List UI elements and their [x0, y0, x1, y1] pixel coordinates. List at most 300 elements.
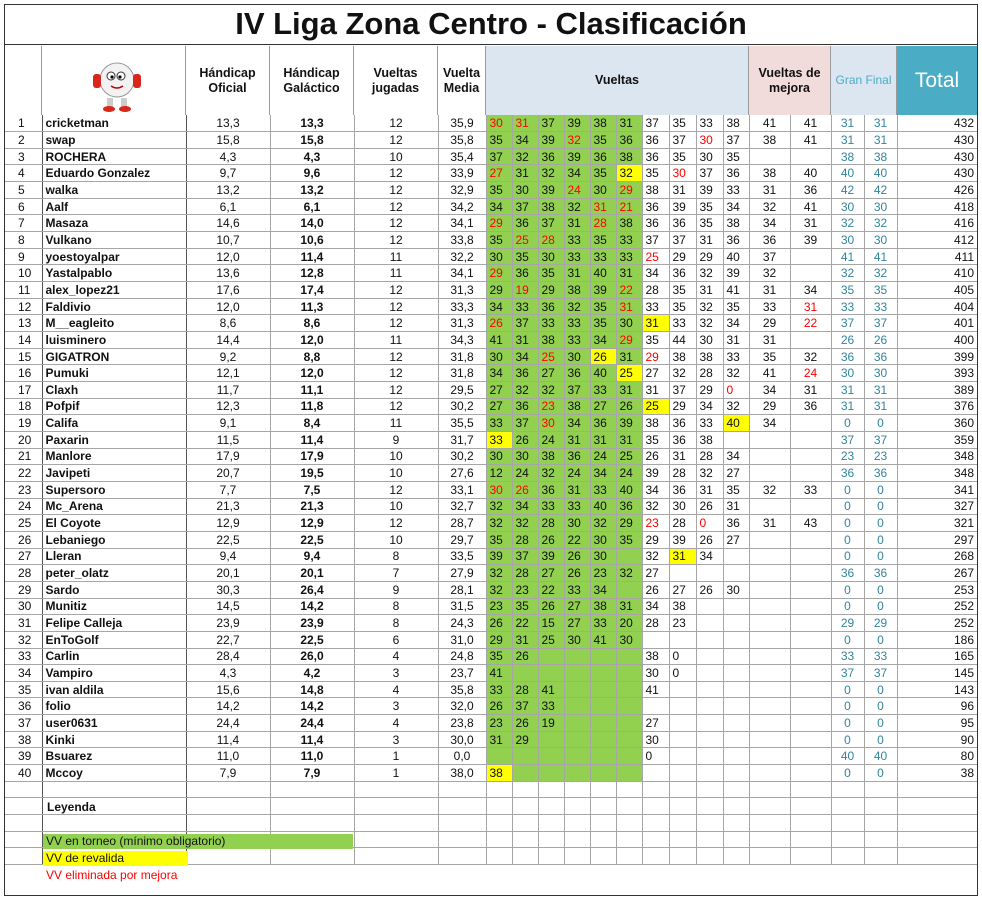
mejora-score-cell — [790, 615, 831, 632]
round-score-cell: 35 — [669, 148, 696, 165]
round-score-cell — [590, 665, 616, 682]
vuelta-media-cell: 33,8 — [438, 232, 486, 249]
table-row — [5, 465, 977, 482]
round-score-cell: 31 — [486, 731, 512, 748]
round-score-cell — [590, 765, 616, 782]
round-score-cell: 29 — [616, 182, 642, 199]
total-cell: 432 — [897, 115, 977, 132]
round-score-cell — [696, 681, 723, 698]
empty-cell — [512, 831, 538, 848]
empty-cell — [538, 798, 564, 815]
vuelta-media-cell: 32,2 — [438, 248, 486, 265]
round-score-cell: 32 — [642, 498, 669, 515]
mejora-score-cell — [790, 415, 831, 432]
round-score-cell: 31 — [616, 598, 642, 615]
empty-cell — [616, 848, 642, 865]
hcp-galactico-cell: 11,4 — [270, 431, 354, 448]
mejora-score-cell: 33 — [790, 481, 831, 498]
empty-cell — [538, 848, 564, 865]
round-score-cell — [590, 731, 616, 748]
round-score-cell: 31 — [616, 298, 642, 315]
gran-final-cell: 0 — [831, 498, 864, 515]
table-row — [5, 132, 977, 149]
empty-cell — [354, 798, 438, 815]
vueltas-jugadas-cell: 4 — [354, 681, 438, 698]
total-cell: 267 — [897, 565, 977, 582]
empty-cell — [749, 798, 790, 815]
round-score-cell: 40 — [590, 265, 616, 282]
round-score-cell: 29 — [642, 531, 669, 548]
rank-cell: 34 — [5, 665, 42, 682]
round-score-cell: 35 — [669, 115, 696, 132]
round-score-cell: 34 — [642, 481, 669, 498]
empty-row — [5, 798, 977, 815]
round-score-cell: 25 — [512, 232, 538, 249]
empty-cell — [642, 798, 669, 815]
round-score-cell: 24 — [564, 182, 590, 199]
empty-cell — [564, 798, 590, 815]
round-score-cell: 27 — [564, 598, 590, 615]
round-score-cell: 28 — [642, 282, 669, 299]
round-score-cell: 30 — [564, 515, 590, 532]
empty-cell — [723, 831, 749, 848]
mejora-score-cell — [749, 148, 790, 165]
round-score-cell: 37 — [669, 232, 696, 249]
gran-final-cell: 36 — [831, 348, 864, 365]
mejora-score-cell: 35 — [749, 348, 790, 365]
round-score-cell: 32 — [616, 165, 642, 182]
round-score-cell: 34 — [564, 165, 590, 182]
mejora-score-cell: 34 — [790, 282, 831, 299]
total-cell: 376 — [897, 398, 977, 415]
hcp-galactico-cell: 17,4 — [270, 282, 354, 299]
empty-row — [5, 815, 977, 832]
rank-cell: 3 — [5, 148, 42, 165]
vueltas-jugadas-cell: 12 — [354, 198, 438, 215]
total-cell: 143 — [897, 681, 977, 698]
rank-cell: 18 — [5, 398, 42, 415]
vueltas-jugadas-cell: 3 — [354, 665, 438, 682]
round-score-cell — [696, 598, 723, 615]
hcp-oficial-cell: 9,1 — [186, 415, 270, 432]
mejora-score-cell: 31 — [790, 298, 831, 315]
gran-final-cell: 0 — [864, 415, 897, 432]
round-score-cell — [723, 565, 749, 582]
round-score-cell: 29 — [538, 282, 564, 299]
total-cell: 393 — [897, 365, 977, 382]
empty-cell — [897, 831, 977, 848]
round-score-cell: 34 — [486, 198, 512, 215]
rank-cell: 36 — [5, 698, 42, 715]
gran-final-cell: 30 — [864, 365, 897, 382]
round-score-cell — [696, 731, 723, 748]
round-score-cell: 35 — [512, 248, 538, 265]
round-score-cell: 31 — [669, 448, 696, 465]
total-cell: 430 — [897, 165, 977, 182]
player-name-cell: Manlore — [42, 448, 186, 465]
round-score-cell: 40 — [616, 481, 642, 498]
gran-final-cell: 41 — [831, 248, 864, 265]
mejora-score-cell: 36 — [790, 398, 831, 415]
round-score-cell: 36 — [669, 215, 696, 232]
round-score-cell — [616, 748, 642, 765]
mejora-score-cell — [790, 631, 831, 648]
round-score-cell: 0 — [669, 665, 696, 682]
round-score-cell: 38 — [616, 215, 642, 232]
player-name-cell: Aalf — [42, 198, 186, 215]
total-cell: 359 — [897, 431, 977, 448]
round-score-cell: 28 — [642, 615, 669, 632]
round-score-cell: 31 — [696, 481, 723, 498]
table-row — [5, 515, 977, 532]
gran-final-cell: 32 — [831, 215, 864, 232]
vueltas-jugadas-cell: 12 — [354, 382, 438, 399]
gran-final-cell: 0 — [864, 631, 897, 648]
gran-final-cell: 40 — [864, 748, 897, 765]
hcp-oficial-cell: 15,6 — [186, 681, 270, 698]
round-score-cell: 38 — [564, 282, 590, 299]
empty-cell — [564, 848, 590, 865]
hcp-galactico-cell: 4,3 — [270, 148, 354, 165]
gran-final-cell: 33 — [831, 298, 864, 315]
total-cell: 96 — [897, 698, 977, 715]
gran-final-cell: 31 — [864, 132, 897, 149]
round-score-cell — [642, 698, 669, 715]
round-score-cell: 39 — [616, 415, 642, 432]
hcp-oficial-cell: 12,0 — [186, 248, 270, 265]
mejora-score-cell — [790, 248, 831, 265]
rank-cell: 27 — [5, 548, 42, 565]
round-score-cell: 30 — [486, 115, 512, 132]
player-name-cell: Bsuarez — [42, 748, 186, 765]
round-score-cell: 33 — [538, 315, 564, 332]
vuelta-media-cell: 29,7 — [438, 531, 486, 548]
round-score-cell: 26 — [696, 531, 723, 548]
total-cell: 405 — [897, 282, 977, 299]
mejora-score-cell: 31 — [749, 332, 790, 349]
round-score-cell: 41 — [486, 665, 512, 682]
rank-cell: 22 — [5, 465, 42, 482]
mejora-score-cell — [790, 332, 831, 349]
vueltas-jugadas-cell: 10 — [354, 448, 438, 465]
vuelta-media-cell: 32,9 — [438, 182, 486, 199]
player-name-cell: Lleran — [42, 548, 186, 565]
total-cell: 327 — [897, 498, 977, 515]
hcp-galactico-cell: 9,4 — [270, 548, 354, 565]
vueltas-jugadas-cell: 12 — [354, 165, 438, 182]
round-score-cell: 26 — [642, 581, 669, 598]
table-header — [5, 46, 977, 115]
round-score-cell: 27 — [669, 581, 696, 598]
gran-final-cell: 32 — [831, 265, 864, 282]
gran-final-cell: 32 — [864, 215, 897, 232]
vueltas-jugadas-cell: 12 — [354, 232, 438, 249]
empty-cell — [538, 815, 564, 832]
gran-final-cell: 0 — [864, 598, 897, 615]
gran-final-cell: 0 — [864, 515, 897, 532]
vuelta-media-cell: 27,9 — [438, 565, 486, 582]
round-score-cell — [723, 748, 749, 765]
hcp-galactico-cell: 11,0 — [270, 748, 354, 765]
hcp-oficial-cell: 23,9 — [186, 615, 270, 632]
round-score-cell — [538, 731, 564, 748]
rank-cell: 6 — [5, 198, 42, 215]
total-cell: 360 — [897, 415, 977, 432]
rank-cell: 9 — [5, 248, 42, 265]
vueltas-jugadas-cell: 1 — [354, 765, 438, 782]
round-score-cell: 32 — [696, 465, 723, 482]
player-name-cell: swap — [42, 132, 186, 149]
vueltas-jugadas-cell: 9 — [354, 431, 438, 448]
round-score-cell: 30 — [616, 631, 642, 648]
vueltas-jugadas-cell: 12 — [354, 182, 438, 199]
empty-cell — [186, 781, 270, 798]
empty-cell — [270, 798, 354, 815]
gran-final-cell: 0 — [831, 531, 864, 548]
player-name-cell: Carlin — [42, 648, 186, 665]
mejora-score-cell — [749, 631, 790, 648]
round-score-cell: 31 — [564, 481, 590, 498]
round-score-cell: 30 — [512, 182, 538, 199]
round-score-cell: 36 — [512, 365, 538, 382]
vuelta-media-cell: 24,8 — [438, 648, 486, 665]
round-score-cell: 23 — [486, 715, 512, 732]
gran-final-cell: 31 — [864, 382, 897, 399]
round-score-cell: 37 — [642, 232, 669, 249]
round-score-cell — [538, 648, 564, 665]
hcp-galactico-cell: 7,9 — [270, 765, 354, 782]
round-score-cell — [669, 715, 696, 732]
empty-cell — [42, 781, 186, 798]
hcp-galactico-cell: 13,2 — [270, 182, 354, 199]
total-cell: 430 — [897, 132, 977, 149]
round-score-cell: 41 — [642, 681, 669, 698]
round-score-cell: 33 — [616, 248, 642, 265]
empty-cell — [831, 798, 864, 815]
round-score-cell: 29 — [486, 265, 512, 282]
mejora-score-cell — [749, 531, 790, 548]
legend-red: VV eliminada por mejora — [46, 868, 178, 882]
hcp-oficial-cell: 24,4 — [186, 715, 270, 732]
empty-cell — [186, 848, 270, 865]
round-score-cell: 0 — [669, 648, 696, 665]
mejora-score-cell — [790, 265, 831, 282]
table-row — [5, 748, 977, 765]
round-score-cell: 41 — [590, 631, 616, 648]
round-score-cell: 33 — [590, 248, 616, 265]
hcp-oficial-cell: 9,4 — [186, 548, 270, 565]
vuelta-media-cell: 30,0 — [438, 731, 486, 748]
mejora-score-cell: 41 — [790, 115, 831, 132]
mejora-score-cell: 43 — [790, 515, 831, 532]
round-score-cell: 32 — [564, 198, 590, 215]
round-score-cell: 32 — [616, 565, 642, 582]
empty-cell — [438, 848, 486, 865]
vueltas-jugadas-cell: 10 — [354, 531, 438, 548]
empty-cell — [790, 781, 831, 798]
hcp-oficial-cell: 28,4 — [186, 648, 270, 665]
round-score-cell: 38 — [696, 348, 723, 365]
gran-final-cell: 33 — [831, 648, 864, 665]
round-score-cell: 31 — [590, 431, 616, 448]
round-score-cell: 29 — [616, 332, 642, 349]
rank-cell: 24 — [5, 498, 42, 515]
vueltas-jugadas-cell: 12 — [354, 298, 438, 315]
round-score-cell: 38 — [696, 431, 723, 448]
round-score-cell: 28 — [512, 681, 538, 698]
vueltas-jugadas-cell: 12 — [354, 282, 438, 299]
round-score-cell: 24 — [590, 448, 616, 465]
rank-cell: 1 — [5, 115, 42, 132]
empty-cell — [831, 831, 864, 848]
gran-final-cell: 31 — [831, 132, 864, 149]
gran-final-cell: 31 — [864, 398, 897, 415]
round-score-cell — [723, 681, 749, 698]
round-score-cell: 30 — [486, 481, 512, 498]
total-cell: 38 — [897, 765, 977, 782]
round-score-cell: 28 — [669, 465, 696, 482]
player-name-cell: Supersoro — [42, 481, 186, 498]
legend-title: Leyenda — [47, 800, 96, 814]
mejora-score-cell — [790, 698, 831, 715]
gran-final-cell: 36 — [864, 565, 897, 582]
gran-final-cell: 32 — [864, 265, 897, 282]
vueltas-jugadas-cell: 6 — [354, 631, 438, 648]
mejora-score-cell: 34 — [749, 382, 790, 399]
rank-cell: 20 — [5, 431, 42, 448]
vueltas-jugadas-cell: 3 — [354, 731, 438, 748]
table-row — [5, 565, 977, 582]
mejora-score-cell — [749, 565, 790, 582]
rank-cell: 31 — [5, 615, 42, 632]
mejora-score-cell: 41 — [790, 198, 831, 215]
hcp-oficial-cell: 17,9 — [186, 448, 270, 465]
rank-cell: 5 — [5, 182, 42, 199]
round-score-cell: 39 — [538, 182, 564, 199]
mejora-score-cell — [749, 598, 790, 615]
total-cell: 418 — [897, 198, 977, 215]
round-score-cell: 38 — [723, 215, 749, 232]
gran-final-cell: 0 — [831, 515, 864, 532]
mejora-score-cell: 38 — [749, 165, 790, 182]
round-score-cell: 34 — [590, 581, 616, 598]
rank-cell: 23 — [5, 481, 42, 498]
gran-final-cell: 0 — [831, 698, 864, 715]
gran-final-cell: 37 — [831, 315, 864, 332]
mejora-score-cell: 41 — [790, 132, 831, 149]
gran-final-cell: 37 — [864, 315, 897, 332]
round-score-cell: 19 — [538, 715, 564, 732]
player-name-cell: luisminero — [42, 332, 186, 349]
hcp-oficial-cell: 20,7 — [186, 465, 270, 482]
header-hcp-oficial: Hándicap Oficial — [186, 46, 270, 115]
mejora-score-cell — [790, 765, 831, 782]
table-row — [5, 448, 977, 465]
round-score-cell — [669, 698, 696, 715]
player-name-cell: folio — [42, 698, 186, 715]
round-score-cell: 0 — [696, 515, 723, 532]
round-score-cell — [696, 748, 723, 765]
empty-cell — [897, 781, 977, 798]
round-score-cell — [723, 648, 749, 665]
gran-final-cell: 26 — [831, 332, 864, 349]
round-score-cell: 30 — [564, 631, 590, 648]
empty-cell — [749, 831, 790, 848]
round-score-cell — [564, 748, 590, 765]
round-score-cell: 33 — [723, 348, 749, 365]
table-row — [5, 765, 977, 782]
gran-final-cell: 0 — [864, 715, 897, 732]
round-score-cell: 33 — [590, 481, 616, 498]
mejora-score-cell — [790, 548, 831, 565]
round-score-cell — [616, 698, 642, 715]
player-name-cell: Mc_Arena — [42, 498, 186, 515]
round-score-cell — [590, 698, 616, 715]
vuelta-media-cell: 28,7 — [438, 515, 486, 532]
round-score-cell: 28 — [512, 531, 538, 548]
vuelta-media-cell: 35,4 — [438, 148, 486, 165]
empty-cell — [186, 798, 270, 815]
hcp-oficial-cell: 22,7 — [186, 631, 270, 648]
round-score-cell: 39 — [669, 198, 696, 215]
mejora-score-cell: 32 — [749, 198, 790, 215]
round-score-cell — [669, 565, 696, 582]
round-score-cell — [723, 731, 749, 748]
round-score-cell: 24 — [538, 431, 564, 448]
rank-cell: 12 — [5, 298, 42, 315]
round-score-cell: 30 — [538, 415, 564, 432]
hcp-oficial-cell: 4,3 — [186, 148, 270, 165]
round-score-cell: 32 — [512, 148, 538, 165]
round-score-cell: 30 — [486, 348, 512, 365]
total-cell: 268 — [897, 548, 977, 565]
round-score-cell: 29 — [486, 215, 512, 232]
total-cell: 348 — [897, 465, 977, 482]
round-score-cell: 32 — [696, 265, 723, 282]
round-score-cell: 35 — [723, 148, 749, 165]
round-score-cell: 36 — [538, 481, 564, 498]
round-score-cell — [642, 765, 669, 782]
round-score-cell: 34 — [512, 498, 538, 515]
round-score-cell: 36 — [723, 165, 749, 182]
round-score-cell: 23 — [642, 515, 669, 532]
round-score-cell — [616, 581, 642, 598]
gran-final-cell: 0 — [864, 581, 897, 598]
header-vueltas: Vueltas — [486, 46, 749, 115]
vuelta-media-cell: 33,3 — [438, 298, 486, 315]
hcp-oficial-cell: 13,6 — [186, 265, 270, 282]
empty-cell — [5, 781, 42, 798]
total-cell: 400 — [897, 332, 977, 349]
hcp-galactico-cell: 9,6 — [270, 165, 354, 182]
rank-cell: 39 — [5, 748, 42, 765]
page-title: IV Liga Zona Centro - Clasificación — [5, 5, 977, 45]
hcp-oficial-cell: 12,0 — [186, 298, 270, 315]
vueltas-jugadas-cell: 8 — [354, 548, 438, 565]
rank-cell: 2 — [5, 132, 42, 149]
mejora-score-cell — [749, 731, 790, 748]
empty-cell — [723, 815, 749, 832]
round-score-cell: 26 — [512, 481, 538, 498]
round-score-cell: 26 — [512, 715, 538, 732]
mejora-score-cell: 34 — [749, 415, 790, 432]
round-score-cell: 35 — [669, 282, 696, 299]
round-score-cell: 30 — [590, 531, 616, 548]
empty-cell — [897, 848, 977, 865]
round-score-cell: 38 — [642, 182, 669, 199]
gran-final-cell: 41 — [864, 248, 897, 265]
hcp-oficial-cell: 4,3 — [186, 665, 270, 682]
